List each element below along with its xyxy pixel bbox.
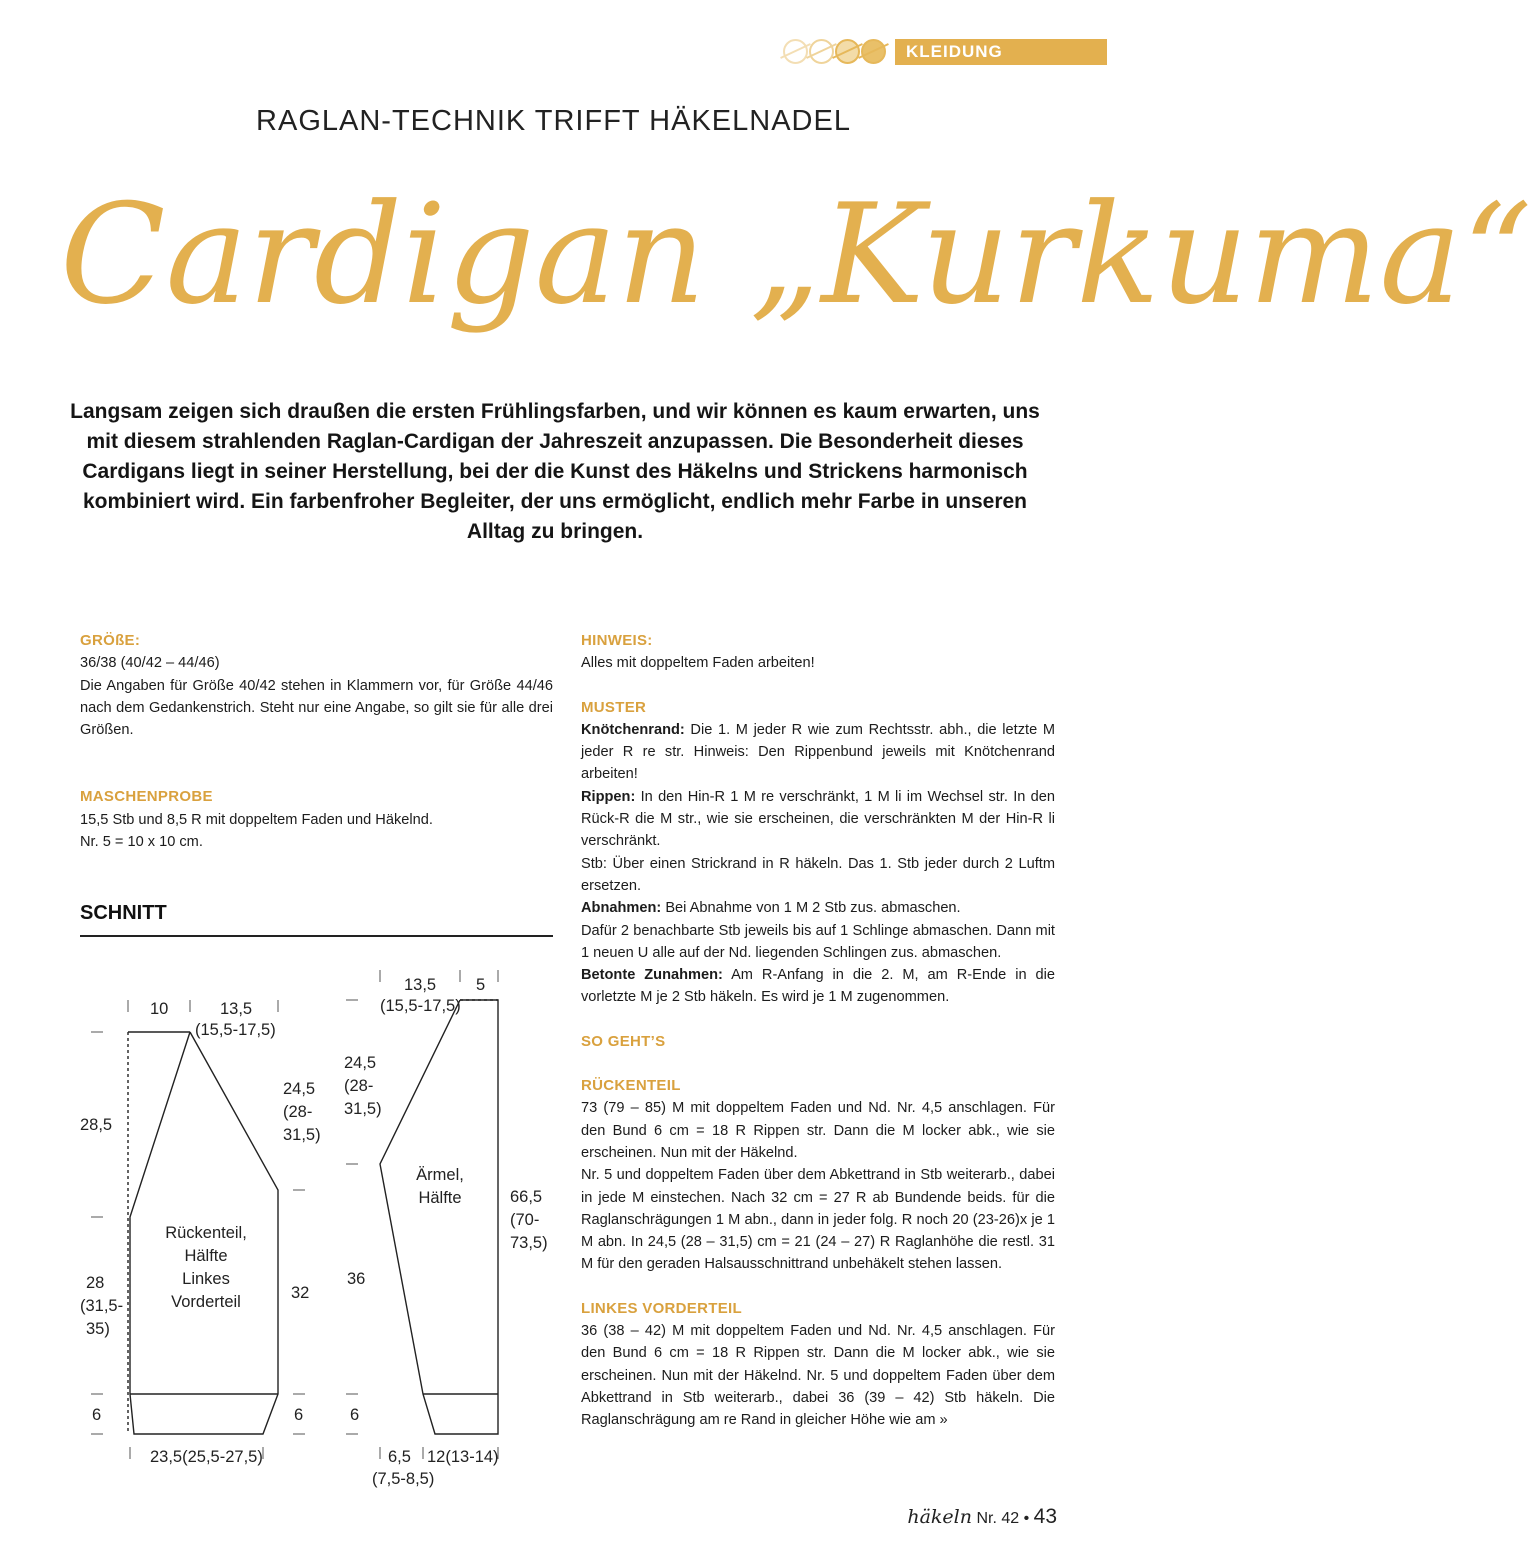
kicker: RAGLAN-TECHNIK TRIFFT HÄKELNADEL [256, 105, 851, 137]
back-piece-label-1: Rückenteil, [165, 1224, 247, 1242]
back-piece-label-3: Linkes [182, 1270, 230, 1288]
sleeve-top-left-sizes: (15,5-17,5) [380, 997, 461, 1015]
abnahmen-text: Bei Abnahme von 1 M 2 Stb zus. abmaschen. [661, 900, 961, 917]
sleeve-label-2: Hälfte [418, 1189, 462, 1207]
hinweis-text: Alles mit doppeltem Faden arbeiten! [581, 655, 815, 672]
sleeve-outline [380, 1000, 498, 1434]
zunahmen-paragraph [581, 964, 1055, 1009]
zunahmen-label: Betonte Zunahmen: [581, 967, 723, 984]
divider [80, 935, 553, 937]
back-rib-left-measure: 6 [92, 1406, 102, 1424]
footer-bullet: • [1023, 1510, 1030, 1527]
sleeve-raglan-measure-1: 24,5 [344, 1054, 377, 1072]
sleeve-mid-measure: 36 [347, 1270, 366, 1288]
rueckenteil-heading: RÜCKENTEIL [581, 1077, 681, 1095]
sleeve-length-measure-3: 73,5) [510, 1234, 548, 1252]
sleeve-length-measure-2: (70- [510, 1211, 540, 1229]
back-piece-label-4: Vorderteil [171, 1293, 241, 1311]
rippen-label: Rippen: [581, 788, 636, 805]
sleeve-top-right-measure: 5 [476, 976, 486, 994]
back-raglan-measure-1: 24,5 [283, 1080, 316, 1098]
sleeve-raglan-measure-3: 31,5) [344, 1100, 382, 1118]
vorderteil-heading: LINKES VORDERTEIL [581, 1299, 742, 1317]
sleeve-bottom-left-measure: 6,5 [388, 1448, 411, 1466]
page-title: Cardigan „Kurkuma“ [60, 174, 1532, 335]
page-number: 43 [1033, 1505, 1057, 1528]
sleeve-top-left-measure: 13,5 [404, 976, 437, 994]
magazine-name: häkeln [907, 1506, 972, 1528]
pattern-schematic [0, 940, 560, 1500]
knoetchenrand-paragraph [581, 719, 1055, 786]
back-top-right-sizes: (15,5-17,5) [195, 1021, 276, 1039]
sleeve-raglan-measure-2: (28- [344, 1077, 374, 1095]
back-mid-left-measure-2: (31,5- [80, 1297, 124, 1315]
back-rib-right-measure: 6 [294, 1406, 304, 1424]
right-column [581, 630, 1055, 1432]
back-top-left-measure: 10 [150, 1000, 169, 1018]
sleeve-rib-measure: 6 [350, 1406, 360, 1424]
sleeve-label-1: Ärmel, [416, 1166, 464, 1184]
yarn-ball-icon [835, 39, 860, 64]
rueckenteil-text-1: 73 (79 – 85) M mit doppeltem Faden und Nd. Nr. 4,5 anschlagen. Für den Bund 6 cm = 18 R Rippen str. Dann die M locker abk., wie sie erscheinen. Nun mit der Häkelnd. [581, 1100, 1055, 1161]
muster-heading: MUSTER [581, 698, 647, 716]
abnahmen-label: Abnahmen: [581, 900, 662, 917]
knoetchenrand-text: Die 1. M jeder R wie zum Rechtsstr. abh., die letzte M jeder R re str. Hinweis: Den Rippenbund jeweils mit Knötchenrand arbeiten! [581, 721, 1055, 783]
sleeve-length-measure-1: 66,5 [510, 1188, 543, 1206]
rippen-text: In den Hin-R 1 M re verschränkt, 1 M li im Wechsel str. In den Rück-R die M str., wie sie erscheinen, die verschränkten M der Hin-R li verschränkt. [581, 788, 1055, 850]
zunahmen-text: Am R-Anfang in die 2. M, am R-Ende in die vorletzte M je 2 Stb häkeln. Es wird je 1 M zugenommen. [581, 967, 1055, 1006]
back-bottom-measure: 23,5(25,5-27,5) [150, 1448, 263, 1466]
back-mid-right-measure: 32 [291, 1284, 310, 1302]
vorderteil-text: 36 (38 – 42) M mit doppeltem Faden und Nd. Nr. 4,5 anschlagen. Für den Bund 6 cm = 18 R Rippen str. Dann die M locker abk., wie sie erscheinen. Nun mit der Häkelnd. Nr. 5 und doppeltem Faden über dem Abkettrand in Stb weiterarb., dabei 36 (39 – 42) Stb häkeln. Die Raglanschrägung am re Rand in gleicher Höhe wie am » [581, 1323, 1055, 1429]
back-raglan-measure-3: 31,5) [283, 1126, 321, 1144]
abnahmen-paragraph [581, 897, 1055, 919]
back-mid-left-measure-3: 35) [86, 1320, 110, 1338]
maschenprobe-line-1: 15,5 Stb und 8,5 R mit doppeltem Faden und Häkelnd. [80, 811, 433, 828]
groesse-text: Die Angaben für Größe 40/42 stehen in Klammern vor, für Größe 44/46 nach dem Gedankenstrich. Steht nur eine Angabe, so gilt sie für alle drei Größen. [80, 677, 553, 739]
rueckenteil-text-2: Nr. 5 und doppeltem Faden über dem Abkettrand in Stb weiterarb., dabei in jede M einstechen. Nach 32 cm = 27 R ab Bundende beids. für die Raglanschrägungen 1 M abn., dann in jeder folg. R noch 20 (23-26)x je 1 M abn. In 24,5 (28 – 31,5) cm = 21 (24 – 27) R Raglanhöhe die restl. 31 M für den geraden Halsausschnittrand unbehäkelt stehen lassen. [581, 1167, 1055, 1273]
rippen-paragraph [581, 786, 1055, 853]
yarn-ball-icon [809, 39, 834, 64]
sleeve-bottom-left-sizes: (7,5-8,5) [372, 1470, 435, 1488]
schnitt-heading: SCHNITT [80, 902, 167, 924]
intro-paragraph: Langsam zeigen sich draußen die ersten Frühlingsfarben, und wir können es kaum erwarten, uns mit diesem strahlenden Raglan-Cardigan der Jahreszeit anzupassen. Die Besonderheit dieses Cardigans liegt in seiner Herstellung, bei der die Kunst des Häkelns und Strickens harmonisch kombiniert wird. Ein farbenfroher Begleiter, der uns ermöglicht, endlich mehr Farbe in unseren Alltag zu bringen. [70, 400, 1040, 543]
maschenprobe-heading: MASCHENPROBE [80, 788, 213, 806]
back-raglan-measure-2: (28- [283, 1103, 313, 1121]
maschenprobe-line-2: Nr. 5 = 10 x 10 cm. [80, 834, 203, 851]
so-gehts-heading: SO GEHT’S [581, 1032, 666, 1050]
hinweis-heading: HINWEIS: [581, 632, 653, 649]
back-mid-left-measure-1: 28 [86, 1274, 105, 1292]
yarn-ball-icon [861, 39, 886, 64]
left-column [80, 630, 553, 853]
stb-text: Stb: Über einen Strickrand in R häkeln. Das 1. Stb jeder durch 2 Luftm ersetzen. [581, 855, 1055, 894]
yarn-balls-icon [783, 39, 887, 65]
back-top-right-measure: 13,5 [220, 1000, 253, 1018]
category-label: KLEIDUNG [895, 39, 1107, 65]
issue-number: Nr. 42 [976, 1510, 1020, 1527]
sleeve-bottom-right-measure: 12(13-14) [427, 1448, 499, 1466]
groesse-heading: GRÖßE: [80, 632, 141, 649]
groesse-sizes: 36/38 (40/42 – 44/46) [80, 655, 220, 672]
knoetchenrand-label: Knötchenrand: [581, 721, 685, 738]
abnahmen-detail: Dafür 2 benachbarte Stb jeweils bis auf 1 Schlinge abmaschen. Dann mit 1 neuen U alle auf der Nd. liegenden Schlingen zus. abmaschen. [581, 922, 1055, 961]
yarn-ball-icon [783, 39, 808, 64]
back-piece-label-2: Hälfte [184, 1247, 228, 1265]
back-upper-left-measure: 28,5 [80, 1116, 113, 1134]
page-footer [907, 1505, 1057, 1529]
